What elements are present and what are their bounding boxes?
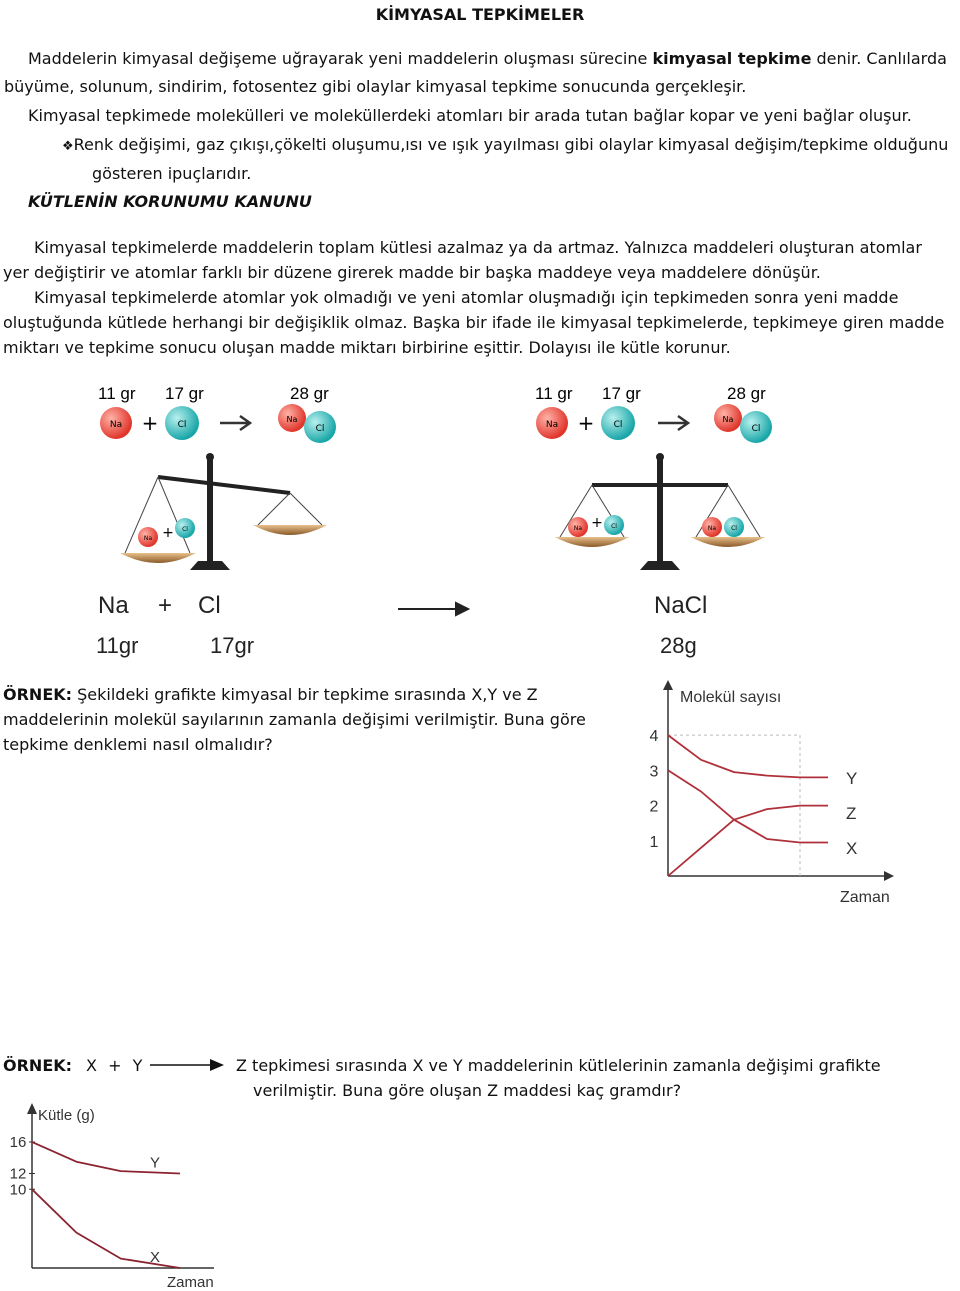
series-label-z: Z	[846, 804, 857, 823]
example1-line-1	[3, 682, 538, 707]
example1-text-1: Şekildeki grafikte kimyasal bir tepkime sırasında X,Y ve Z	[72, 685, 538, 704]
example1-line-2: maddelerinin molekül sayılarının zamanla değişimi verilmiştir. Buna göre	[3, 710, 586, 729]
equation-row	[96, 592, 707, 658]
y-tick-label: 16	[9, 1134, 27, 1151]
series-label-x: X	[150, 1249, 161, 1266]
bullet-text: Renk değişimi, gaz çıkışı,çökelti oluşumu,ısı ve ışık yayılması gibi olaylar kimyasal değişim/tepkime olduğunu	[73, 135, 949, 154]
example1-label: ÖRNEK:	[3, 685, 73, 704]
series-line-x	[668, 820, 828, 876]
diamond-bullet-icon: ❖	[62, 139, 74, 154]
svg-text:28 gr: 28 gr	[727, 384, 766, 403]
eq-mass-1: 11gr	[96, 633, 139, 658]
svg-text:Cl: Cl	[751, 424, 761, 434]
y-tick-label: 3	[649, 763, 659, 781]
left-pan	[120, 553, 196, 563]
svg-text:17 gr: 17 gr	[602, 384, 641, 403]
mass-label-na: 11 gr	[98, 384, 136, 403]
eq-nacl: NaCl	[654, 592, 708, 619]
mass-label-nacl: 28 gr	[290, 384, 329, 403]
svg-text:Na: Na	[109, 420, 123, 430]
series-line-y	[668, 735, 828, 777]
svg-text:+: +	[577, 411, 595, 435]
svg-text:Na: Na	[707, 525, 717, 532]
reactant-plus: +	[108, 1056, 122, 1075]
example2-reactants	[86, 1053, 142, 1078]
example2-text-2: verilmiştir. Buna göre oluşan Z maddesi kaç gramdır?	[253, 1081, 682, 1100]
x-axis-label: Zaman	[167, 1274, 214, 1291]
eq-plus: +	[158, 592, 173, 619]
page-title: KİMYASAL TEPKİMELER	[375, 5, 585, 24]
law-line-2: yer değiştirir ve atomlar farklı bir düzene girerek madde bir başka maddeye veya maddelere dönüşür.	[3, 263, 821, 282]
y-tick-label: 4	[649, 728, 659, 746]
y-tick-label: 10	[9, 1181, 27, 1199]
mass-chart	[2, 1100, 232, 1291]
law-line-4: oluştuğunda kütlede herhangi bir değişiklik olmaz. Başka bir ifade ile kimyasal tepkimelerde, tepkimeye giren madde	[3, 313, 945, 332]
example1-line-3: tepkime denklemi nasıl olmalıdır?	[3, 735, 273, 754]
intro-line-2: büyüme, solunum, sindirim, fotosentez gibi olaylar kimyasal tepkime sonucunda gerçekleşir.	[4, 77, 747, 96]
arrow-icon	[220, 416, 250, 430]
intro-text-c: denir. Canlılarda	[811, 49, 947, 68]
svg-text:Cl: Cl	[613, 420, 623, 430]
svg-text:Na: Na	[573, 525, 583, 532]
svg-text:Cl: Cl	[315, 424, 325, 434]
eq-cl: Cl	[198, 592, 221, 619]
svg-text:Cl: Cl	[611, 523, 617, 530]
y-tick-label: 1	[649, 833, 659, 851]
svg-text:Na: Na	[545, 420, 559, 430]
right-pan	[253, 525, 327, 535]
svg-text:11 gr: 11 gr	[535, 384, 573, 403]
molecule-count-chart	[640, 676, 910, 911]
reaction-arrow-icon	[150, 1058, 225, 1072]
mass-label-cl: 17 gr	[165, 384, 204, 403]
eq-mass-2: 17gr	[210, 633, 255, 658]
mass-conservation-figure	[70, 365, 810, 665]
balance-beam	[158, 477, 290, 493]
x-axis-label: Zaman	[840, 889, 890, 906]
eq-mass-3: 28g	[660, 633, 697, 658]
svg-text:Cl: Cl	[182, 526, 188, 533]
bullet-line-2: gösteren ipuçlarıdır.	[92, 164, 252, 183]
example2-text-1: Z tepkimesi sırasında X ve Y maddelerinin kütlelerinin zamanla değişimi grafikte	[236, 1056, 881, 1075]
svg-text:Na: Na	[143, 535, 153, 542]
series-label-x: X	[846, 839, 858, 858]
svg-text:+: +	[591, 515, 603, 531]
intro-term: kimyasal tepkime	[652, 49, 812, 68]
intro-line-1	[28, 46, 947, 71]
reactant-y: Y	[132, 1056, 143, 1075]
y-tick-label: 2	[649, 798, 659, 816]
svg-text:Cl: Cl	[731, 525, 737, 532]
bullet-line-1	[62, 132, 948, 159]
y-tick-label: 12	[9, 1165, 27, 1183]
intro-text-a: Maddelerin kimyasal değişeme uğrayarak yeni maddelerin oluşması sürecine	[28, 49, 653, 68]
example2-line-1	[3, 1053, 72, 1078]
y-axis-label: Molekül sayısı	[680, 689, 782, 706]
example2-label: ÖRNEK:	[3, 1056, 73, 1075]
y-axis-label: Kütle (g)	[38, 1107, 95, 1124]
eq-arrow-icon	[398, 603, 468, 615]
reactant-x: X	[86, 1056, 97, 1075]
series-label-y: Y	[150, 1154, 161, 1172]
svg-text:Na: Na	[722, 415, 734, 424]
left-balance-panel	[98, 384, 336, 570]
svg-text:Cl: Cl	[177, 420, 187, 430]
intro-paragraph-2: Kimyasal tepkimede molekülleri ve moleküllerdeki atomları bir arada tutan bağlar kopar ve yeni bağlar oluşur.	[28, 106, 912, 125]
svg-text:+: +	[162, 525, 174, 541]
right-balance-panel	[535, 384, 772, 570]
series-label-y: Y	[846, 769, 858, 788]
law-line-1: Kimyasal tepkimelerde maddelerin toplam kütlesi azalmaz ya da artmaz. Yalnızca maddeleri oluşturan atomlar	[34, 238, 922, 257]
law-line-5: miktarı ve tepkime sonucu oluşan madde miktarı birbirine eşittir. Dolayısı ile kütle korunur.	[3, 338, 731, 357]
eq-na: Na	[98, 592, 129, 619]
svg-text:Na: Na	[286, 415, 298, 424]
law-heading: KÜTLENİN KORUNUMU KANUNU	[28, 192, 312, 211]
svg-text:+: +	[141, 411, 159, 435]
law-line-3: Kimyasal tepkimelerde atomlar yok olmadığı ve yeni atomlar oluşmadığı için tepkimeden sonra yeni madde	[34, 288, 899, 307]
